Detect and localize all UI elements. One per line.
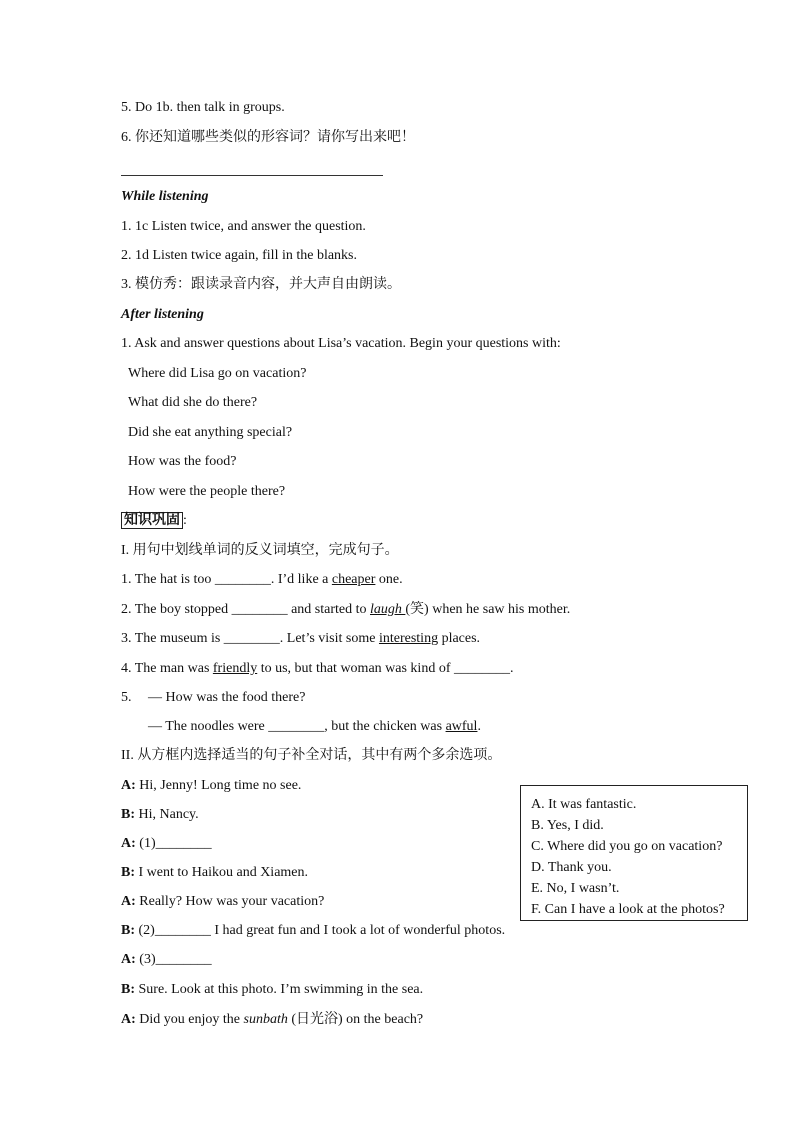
dialogue-text: Did you enjoy the <box>135 1012 244 1027</box>
dialogue-text: Sure. Look at this photo. I’m swimming in the sea. <box>135 982 424 997</box>
part1-title: I. 用句中划线单词的反义词填空，完成句子。 <box>121 543 399 558</box>
sentence-3-b: places. <box>438 631 481 646</box>
sentence-5-a: — The noodles were ________, but the chicken was <box>148 719 446 734</box>
sentence-3-underlined: interesting <box>378 631 439 646</box>
dialogue-line <box>121 1011 423 1029</box>
dialogue-line <box>121 893 324 911</box>
option-c: C. Where did you go on vacation? <box>531 839 723 854</box>
sentence-4-b: to us, but that woman was kind of ________. <box>257 661 514 676</box>
speaker: A: <box>121 952 136 967</box>
speaker: B: <box>121 923 135 938</box>
dialogue-text: (2)________ I had great fun and I took a lot of wonderful photos. <box>135 923 506 938</box>
speaker: B: <box>121 807 135 822</box>
after-listening-heading: After listening <box>121 307 204 322</box>
after-intro: 1. Ask and answer questions about Lisa’s vacation. Begin your questions with: <box>121 336 561 351</box>
while-item-1: 1. 1c Listen twice, and answer the question. <box>121 219 366 234</box>
dialogue-text: (1)________ <box>135 836 212 851</box>
sentence-2-underlined: laugh <box>370 602 406 617</box>
dialogue-text: Hi, Jenny! Long time no see. <box>135 778 302 793</box>
sentence-1 <box>121 571 403 589</box>
sentence-2-b: (笑) when he saw his mother. <box>405 602 571 617</box>
question-1: Where did Lisa go on vacation? <box>128 366 307 381</box>
speaker: A: <box>121 894 136 909</box>
item-5: 5. Do 1b. then talk in groups. <box>121 100 285 115</box>
options-box <box>520 785 748 921</box>
sentence-3 <box>121 630 480 648</box>
sentence-1-underlined: cheaper <box>331 572 376 587</box>
option-b: B. Yes, I did. <box>531 818 604 833</box>
sentence-1-a: 1. The hat is too ________. I’d like a <box>121 572 332 587</box>
consolidation-colon: : <box>183 513 187 528</box>
dialogue-line <box>121 777 301 795</box>
dialogue-text: Hi, Nancy. <box>135 807 199 822</box>
sentence-5-number: 5. <box>121 690 132 705</box>
dialogue-text-end: (日光浴) on the beach? <box>287 1012 424 1027</box>
dialogue-line <box>121 922 505 940</box>
question-3: Did she eat anything special? <box>128 425 293 440</box>
option-d: D. Thank you. <box>531 860 612 875</box>
sentence-4-underlined: friendly <box>212 661 258 676</box>
speaker: B: <box>121 982 135 997</box>
while-listening-heading: While listening <box>121 189 209 204</box>
sentence-3-a: 3. The museum is ________. Let’s visit some <box>121 631 379 646</box>
sentence-5-underlined: awful <box>445 719 478 734</box>
sentence-2 <box>121 601 570 619</box>
speaker: A: <box>121 1012 136 1027</box>
sentence-1-b: one. <box>375 572 403 587</box>
speaker: A: <box>121 778 136 793</box>
speaker: B: <box>121 865 135 880</box>
question-2: What did she do there? <box>128 395 258 410</box>
sentence-5-answer <box>148 718 481 736</box>
dialogue-line <box>121 981 423 999</box>
sentence-4 <box>121 660 513 678</box>
part2-title: II. 从方框内选择适当的句子补全对话，其中有两个多余选项。 <box>121 748 502 763</box>
option-a: A. It was fantastic. <box>531 797 637 812</box>
question-4: How was the food? <box>128 454 237 469</box>
sentence-5-end: . <box>477 719 481 734</box>
dialogue-line <box>121 951 212 969</box>
dialogue-line <box>121 806 199 824</box>
dialogue-line <box>121 864 308 882</box>
dialogue-text: I went to Haikou and Xiamen. <box>135 865 309 880</box>
while-item-3: 3. 模仿秀：跟读录音内容，并大声自由朗读。 <box>121 277 401 292</box>
sentence-2-a: 2. The boy stopped ________ and started to <box>121 602 370 617</box>
question-5: How were the people there? <box>128 484 286 499</box>
dialogue-line <box>121 835 212 853</box>
sentence-5-question: — How was the food there? <box>148 690 306 705</box>
consolidation-title <box>121 512 187 530</box>
item-6: 6. 你还知道哪些类似的形容词？请你写出来吧！ <box>121 130 415 145</box>
dialogue-text: (3)________ <box>135 952 212 967</box>
sentence-4-a: 4. The man was <box>121 661 213 676</box>
option-e: E. No, I wasn’t. <box>531 881 620 896</box>
option-f: F. Can I have a look at the photos? <box>531 902 725 917</box>
speaker: A: <box>121 836 136 851</box>
answer-line <box>121 175 383 176</box>
dialogue-text: Really? How was your vacation? <box>135 894 325 909</box>
dialogue-emphasis: sunbath <box>243 1012 288 1027</box>
consolidation-box: 知识巩固 <box>121 512 183 529</box>
while-item-2: 2. 1d Listen twice again, fill in the blanks. <box>121 248 358 263</box>
